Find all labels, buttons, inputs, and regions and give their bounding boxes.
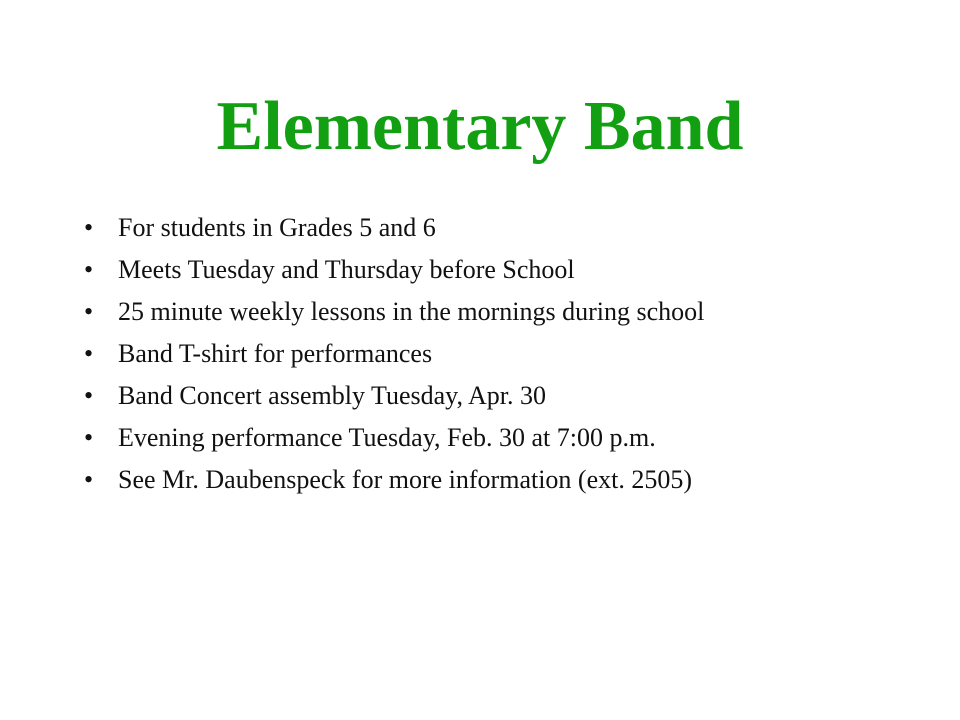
bullet-text: For students in Grades 5 and 6 xyxy=(118,213,436,242)
bullet-item xyxy=(84,338,884,369)
bullet-text: Evening performance Tuesday, Feb. 30 at 7:00 p.m. xyxy=(118,423,656,452)
bullet-text: Meets Tuesday and Thursday before School xyxy=(118,255,575,284)
bullet-text: Band Concert assembly Tuesday, Apr. 30 xyxy=(118,381,547,410)
bullet-icon: • xyxy=(84,381,94,410)
bullet-text: Band T-shirt for performances xyxy=(118,339,433,368)
bullet-item xyxy=(84,464,884,495)
bullet-text: See Mr. Daubenspeck for more information (ext. 2505) xyxy=(118,465,693,494)
bullet-text: 25 minute weekly lessons in the mornings during school xyxy=(118,297,705,326)
bullet-item xyxy=(84,422,884,453)
slide-title: Elementary Band xyxy=(216,88,744,165)
bullet-item xyxy=(84,212,884,243)
bullet-icon: • xyxy=(84,297,94,326)
bullet-list xyxy=(84,212,884,506)
bullet-icon: • xyxy=(84,213,94,242)
bullet-icon: • xyxy=(84,465,94,494)
bullet-item xyxy=(84,380,884,411)
bullet-item xyxy=(84,254,884,285)
bullet-item xyxy=(84,296,884,327)
bullet-icon: • xyxy=(84,255,94,284)
bullet-icon: • xyxy=(84,339,94,368)
bullet-icon: • xyxy=(84,423,94,452)
